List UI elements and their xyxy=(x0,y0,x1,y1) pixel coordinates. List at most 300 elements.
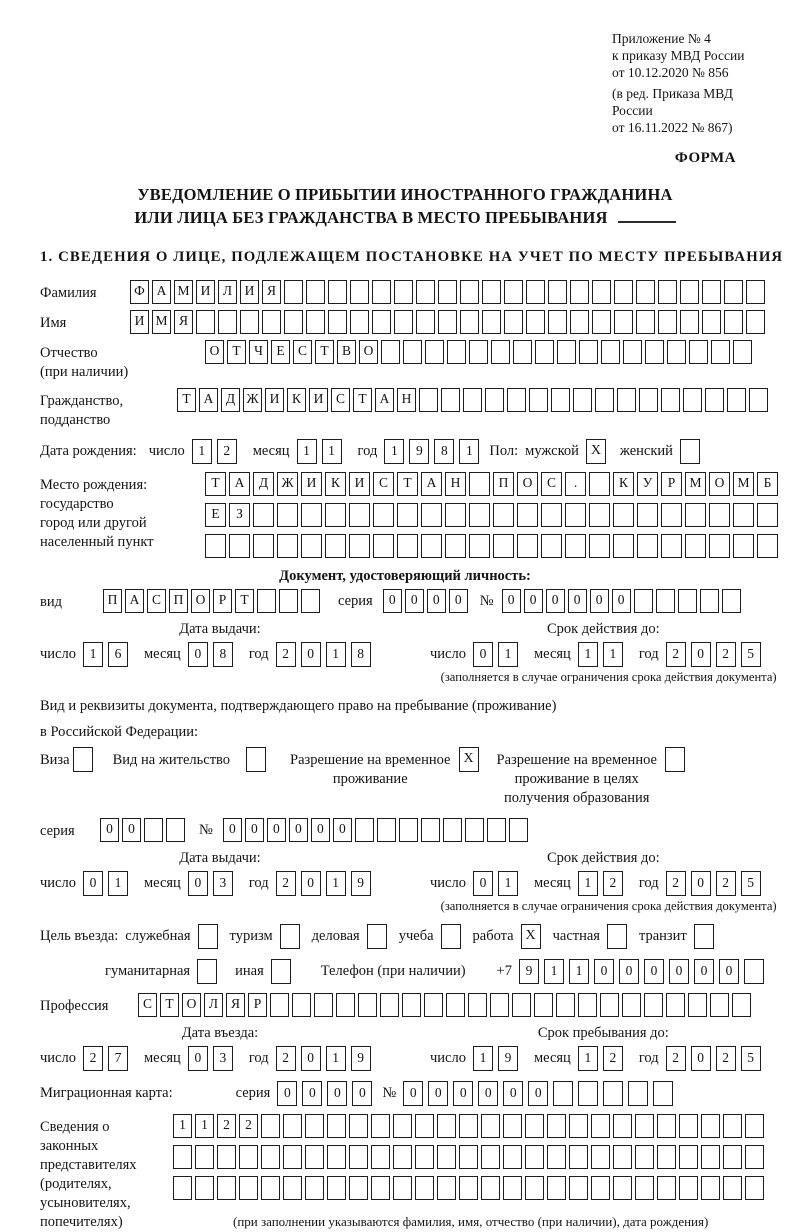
char-cell[interactable] xyxy=(397,503,418,527)
char-cell[interactable]: А xyxy=(375,388,394,412)
char-cell[interactable]: П xyxy=(493,472,514,496)
phone-cells[interactable] xyxy=(519,959,764,984)
char-cell[interactable] xyxy=(261,1114,280,1138)
given-name-cells[interactable] xyxy=(130,310,765,334)
char-cell[interactable]: С xyxy=(331,388,350,412)
char-cell[interactable] xyxy=(421,818,440,842)
representatives-cells-row2[interactable] xyxy=(173,1145,764,1169)
char-cell[interactable] xyxy=(553,1081,573,1106)
purpose-study-checkbox[interactable] xyxy=(441,924,461,949)
char-cell[interactable]: М xyxy=(174,280,193,304)
char-cell[interactable] xyxy=(504,310,523,334)
char-cell[interactable] xyxy=(415,1145,434,1169)
char-cell[interactable]: Т xyxy=(205,472,226,496)
char-cell[interactable] xyxy=(437,1145,456,1169)
stay-month-cells[interactable] xyxy=(578,1046,623,1071)
char-cell[interactable]: Б xyxy=(757,472,778,496)
char-cell[interactable] xyxy=(565,503,586,527)
char-cell[interactable] xyxy=(336,993,355,1017)
char-cell[interactable]: А xyxy=(125,589,144,613)
char-cell[interactable] xyxy=(446,993,465,1017)
char-cell[interactable] xyxy=(485,388,504,412)
char-cell[interactable] xyxy=(613,534,634,558)
char-cell[interactable] xyxy=(723,1114,742,1138)
char-cell[interactable]: 0 xyxy=(594,959,614,984)
char-cell[interactable]: 1 xyxy=(195,1114,214,1138)
char-cell[interactable] xyxy=(403,340,422,364)
char-cell[interactable]: С xyxy=(138,993,157,1017)
char-cell[interactable]: 0 xyxy=(669,959,689,984)
char-cell[interactable] xyxy=(327,1114,346,1138)
char-cell[interactable]: И xyxy=(309,388,328,412)
char-cell[interactable] xyxy=(253,503,274,527)
char-cell[interactable] xyxy=(733,534,754,558)
char-cell[interactable]: 9 xyxy=(519,959,539,984)
char-cell[interactable] xyxy=(305,1176,324,1200)
char-cell[interactable]: Е xyxy=(205,503,226,527)
char-cell[interactable]: А xyxy=(199,388,218,412)
temp-permit-checkbox[interactable]: X xyxy=(459,747,479,772)
char-cell[interactable] xyxy=(469,534,490,558)
char-cell[interactable] xyxy=(578,1081,598,1106)
purpose-private-checkbox[interactable] xyxy=(607,924,627,949)
char-cell[interactable]: Р xyxy=(213,589,232,613)
char-cell[interactable] xyxy=(569,1145,588,1169)
char-cell[interactable] xyxy=(683,388,702,412)
char-cell[interactable]: М xyxy=(685,472,706,496)
char-cell[interactable]: 9 xyxy=(409,439,429,464)
char-cell[interactable]: Ф xyxy=(130,280,149,304)
char-cell[interactable] xyxy=(723,1176,742,1200)
char-cell[interactable] xyxy=(239,1145,258,1169)
char-cell[interactable] xyxy=(589,534,610,558)
char-cell[interactable] xyxy=(218,310,237,334)
char-cell[interactable] xyxy=(355,818,374,842)
purpose-other-checkbox[interactable] xyxy=(271,959,291,984)
char-cell[interactable]: 0 xyxy=(352,1081,372,1106)
doc-series-cells[interactable] xyxy=(383,589,468,613)
char-cell[interactable]: . xyxy=(565,472,586,496)
char-cell[interactable] xyxy=(270,993,289,1017)
char-cell[interactable] xyxy=(679,1176,698,1200)
char-cell[interactable] xyxy=(284,310,303,334)
char-cell[interactable] xyxy=(661,388,680,412)
char-cell[interactable] xyxy=(749,388,768,412)
char-cell[interactable] xyxy=(301,503,322,527)
char-cell[interactable]: О xyxy=(359,340,378,364)
char-cell[interactable] xyxy=(701,1176,720,1200)
char-cell[interactable] xyxy=(469,340,488,364)
char-cell[interactable] xyxy=(637,503,658,527)
char-cell[interactable] xyxy=(644,993,663,1017)
char-cell[interactable] xyxy=(277,503,298,527)
doc-kind-cells[interactable] xyxy=(103,589,320,613)
char-cell[interactable] xyxy=(325,534,346,558)
char-cell[interactable]: Я xyxy=(262,280,281,304)
residence-issue-month-cells[interactable] xyxy=(188,871,233,896)
char-cell[interactable] xyxy=(460,280,479,304)
char-cell[interactable] xyxy=(305,1114,324,1138)
representatives-cells-row3[interactable] xyxy=(173,1176,764,1200)
char-cell[interactable]: 0 xyxy=(427,589,446,613)
char-cell[interactable] xyxy=(613,1145,632,1169)
char-cell[interactable] xyxy=(680,310,699,334)
char-cell[interactable] xyxy=(393,1114,412,1138)
char-cell[interactable] xyxy=(173,1176,192,1200)
char-cell[interactable]: 1 xyxy=(578,642,598,667)
char-cell[interactable] xyxy=(745,1145,764,1169)
char-cell[interactable] xyxy=(513,340,532,364)
char-cell[interactable] xyxy=(350,310,369,334)
char-cell[interactable] xyxy=(573,388,592,412)
char-cell[interactable]: 1 xyxy=(498,642,518,667)
char-cell[interactable]: 1 xyxy=(326,1046,346,1071)
char-cell[interactable]: 2 xyxy=(603,1046,623,1071)
char-cell[interactable] xyxy=(283,1176,302,1200)
char-cell[interactable] xyxy=(327,1145,346,1169)
char-cell[interactable]: М xyxy=(733,472,754,496)
char-cell[interactable]: 0 xyxy=(302,1081,322,1106)
patronymic-cells[interactable] xyxy=(205,340,752,364)
char-cell[interactable] xyxy=(613,1176,632,1200)
char-cell[interactable] xyxy=(526,310,545,334)
purpose-work-checkbox[interactable]: X xyxy=(521,924,541,949)
char-cell[interactable]: 0 xyxy=(502,589,521,613)
char-cell[interactable]: 0 xyxy=(453,1081,473,1106)
char-cell[interactable]: 0 xyxy=(473,871,493,896)
char-cell[interactable]: 9 xyxy=(351,1046,371,1071)
char-cell[interactable] xyxy=(371,1114,390,1138)
char-cell[interactable] xyxy=(679,1145,698,1169)
char-cell[interactable]: 1 xyxy=(603,642,623,667)
char-cell[interactable] xyxy=(445,534,466,558)
char-cell[interactable] xyxy=(349,1145,368,1169)
char-cell[interactable] xyxy=(394,280,413,304)
char-cell[interactable] xyxy=(678,589,697,613)
char-cell[interactable] xyxy=(709,534,730,558)
char-cell[interactable] xyxy=(701,1114,720,1138)
char-cell[interactable] xyxy=(349,1176,368,1200)
char-cell[interactable] xyxy=(541,534,562,558)
char-cell[interactable] xyxy=(636,280,655,304)
char-cell[interactable] xyxy=(658,280,677,304)
char-cell[interactable]: 0 xyxy=(473,642,493,667)
char-cell[interactable]: М xyxy=(152,310,171,334)
char-cell[interactable]: Л xyxy=(204,993,223,1017)
char-cell[interactable] xyxy=(613,503,634,527)
char-cell[interactable] xyxy=(217,1176,236,1200)
char-cell[interactable] xyxy=(623,340,642,364)
char-cell[interactable] xyxy=(327,1176,346,1200)
char-cell[interactable] xyxy=(504,280,523,304)
char-cell[interactable] xyxy=(700,589,719,613)
char-cell[interactable] xyxy=(277,534,298,558)
char-cell[interactable]: И xyxy=(301,472,322,496)
char-cell[interactable]: 0 xyxy=(612,589,631,613)
char-cell[interactable]: 5 xyxy=(741,642,761,667)
char-cell[interactable] xyxy=(639,388,658,412)
char-cell[interactable] xyxy=(525,1145,544,1169)
visa-checkbox[interactable] xyxy=(73,747,93,772)
entry-month-cells[interactable] xyxy=(188,1046,233,1071)
char-cell[interactable] xyxy=(757,534,778,558)
char-cell[interactable]: 3 xyxy=(213,1046,233,1071)
char-cell[interactable] xyxy=(512,993,531,1017)
birth-place-cells-row2[interactable] xyxy=(205,503,778,527)
char-cell[interactable]: 9 xyxy=(498,1046,518,1071)
char-cell[interactable] xyxy=(306,310,325,334)
char-cell[interactable] xyxy=(284,280,303,304)
char-cell[interactable] xyxy=(657,1114,676,1138)
char-cell[interactable] xyxy=(565,534,586,558)
char-cell[interactable] xyxy=(635,1176,654,1200)
char-cell[interactable] xyxy=(744,959,764,984)
char-cell[interactable]: 2 xyxy=(716,871,736,896)
char-cell[interactable]: 1 xyxy=(578,871,598,896)
char-cell[interactable]: 9 xyxy=(351,871,371,896)
char-cell[interactable]: С xyxy=(541,472,562,496)
char-cell[interactable]: 1 xyxy=(384,439,404,464)
birth-day-cells[interactable] xyxy=(192,439,237,464)
char-cell[interactable] xyxy=(526,280,545,304)
char-cell[interactable] xyxy=(614,310,633,334)
char-cell[interactable] xyxy=(292,993,311,1017)
char-cell[interactable] xyxy=(722,589,741,613)
char-cell[interactable]: О xyxy=(517,472,538,496)
char-cell[interactable]: 0 xyxy=(223,818,242,842)
char-cell[interactable] xyxy=(635,1145,654,1169)
char-cell[interactable] xyxy=(262,310,281,334)
char-cell[interactable]: 2 xyxy=(83,1046,103,1071)
char-cell[interactable] xyxy=(570,310,589,334)
purpose-tourism-checkbox[interactable] xyxy=(280,924,300,949)
char-cell[interactable]: 0 xyxy=(619,959,639,984)
char-cell[interactable]: Ж xyxy=(277,472,298,496)
char-cell[interactable] xyxy=(421,534,442,558)
char-cell[interactable] xyxy=(688,993,707,1017)
char-cell[interactable]: 0 xyxy=(301,1046,321,1071)
char-cell[interactable]: 1 xyxy=(498,871,518,896)
char-cell[interactable] xyxy=(349,503,370,527)
char-cell[interactable]: Т xyxy=(235,589,254,613)
char-cell[interactable]: О xyxy=(709,472,730,496)
char-cell[interactable]: 0 xyxy=(524,589,543,613)
char-cell[interactable] xyxy=(595,388,614,412)
char-cell[interactable] xyxy=(702,310,721,334)
char-cell[interactable]: Т xyxy=(353,388,372,412)
char-cell[interactable] xyxy=(746,280,765,304)
char-cell[interactable] xyxy=(349,534,370,558)
stay-day-cells[interactable] xyxy=(473,1046,518,1071)
sex-female-checkbox[interactable] xyxy=(680,439,700,464)
char-cell[interactable]: 1 xyxy=(83,642,103,667)
char-cell[interactable]: 0 xyxy=(449,589,468,613)
char-cell[interactable]: 1 xyxy=(108,871,128,896)
char-cell[interactable]: 2 xyxy=(716,642,736,667)
char-cell[interactable]: Н xyxy=(397,388,416,412)
residence-issue-year-cells[interactable] xyxy=(276,871,371,896)
char-cell[interactable] xyxy=(301,589,320,613)
char-cell[interactable] xyxy=(377,818,396,842)
issue-month-cells[interactable] xyxy=(188,642,233,667)
char-cell[interactable] xyxy=(653,1081,673,1106)
char-cell[interactable]: 0 xyxy=(405,589,424,613)
char-cell[interactable] xyxy=(591,1145,610,1169)
char-cell[interactable] xyxy=(465,818,484,842)
char-cell[interactable] xyxy=(371,1176,390,1200)
char-cell[interactable] xyxy=(551,388,570,412)
char-cell[interactable]: 0 xyxy=(478,1081,498,1106)
char-cell[interactable]: 1 xyxy=(326,642,346,667)
char-cell[interactable] xyxy=(592,280,611,304)
char-cell[interactable] xyxy=(416,280,435,304)
char-cell[interactable]: 0 xyxy=(289,818,308,842)
char-cell[interactable] xyxy=(702,280,721,304)
char-cell[interactable] xyxy=(517,503,538,527)
char-cell[interactable]: И xyxy=(240,280,259,304)
residence-expiry-day-cells[interactable] xyxy=(473,871,518,896)
purpose-transit-checkbox[interactable] xyxy=(694,924,714,949)
char-cell[interactable] xyxy=(622,993,641,1017)
migration-series-cells[interactable] xyxy=(277,1081,372,1106)
char-cell[interactable] xyxy=(503,1145,522,1169)
char-cell[interactable]: Т xyxy=(315,340,334,364)
char-cell[interactable] xyxy=(746,310,765,334)
issue-year-cells[interactable] xyxy=(276,642,371,667)
char-cell[interactable]: К xyxy=(287,388,306,412)
char-cell[interactable] xyxy=(657,1176,676,1200)
char-cell[interactable]: С xyxy=(293,340,312,364)
char-cell[interactable] xyxy=(635,1114,654,1138)
char-cell[interactable] xyxy=(482,280,501,304)
purpose-humanitarian-checkbox[interactable] xyxy=(197,959,217,984)
char-cell[interactable] xyxy=(685,534,706,558)
char-cell[interactable] xyxy=(689,340,708,364)
char-cell[interactable] xyxy=(592,310,611,334)
char-cell[interactable] xyxy=(415,1114,434,1138)
char-cell[interactable] xyxy=(373,503,394,527)
char-cell[interactable] xyxy=(445,503,466,527)
char-cell[interactable] xyxy=(144,818,163,842)
char-cell[interactable] xyxy=(525,1176,544,1200)
char-cell[interactable] xyxy=(425,340,444,364)
char-cell[interactable] xyxy=(447,340,466,364)
birth-place-cells-row3[interactable] xyxy=(205,534,778,558)
char-cell[interactable] xyxy=(205,534,226,558)
char-cell[interactable] xyxy=(443,818,462,842)
char-cell[interactable]: Ж xyxy=(243,388,262,412)
char-cell[interactable] xyxy=(372,280,391,304)
char-cell[interactable] xyxy=(548,280,567,304)
char-cell[interactable] xyxy=(394,310,413,334)
char-cell[interactable] xyxy=(173,1145,192,1169)
char-cell[interactable]: О xyxy=(205,340,224,364)
char-cell[interactable] xyxy=(372,310,391,334)
char-cell[interactable]: П xyxy=(169,589,188,613)
char-cell[interactable] xyxy=(421,503,442,527)
char-cell[interactable] xyxy=(229,534,250,558)
entry-day-cells[interactable] xyxy=(83,1046,128,1071)
birth-month-cells[interactable] xyxy=(297,439,342,464)
char-cell[interactable] xyxy=(600,993,619,1017)
char-cell[interactable] xyxy=(381,340,400,364)
char-cell[interactable]: Н xyxy=(445,472,466,496)
char-cell[interactable]: 1 xyxy=(578,1046,598,1071)
char-cell[interactable] xyxy=(416,310,435,334)
char-cell[interactable] xyxy=(745,1176,764,1200)
char-cell[interactable] xyxy=(613,1114,632,1138)
char-cell[interactable]: 2 xyxy=(239,1114,258,1138)
char-cell[interactable]: 0 xyxy=(528,1081,548,1106)
char-cell[interactable]: С xyxy=(373,472,394,496)
purpose-business-checkbox[interactable] xyxy=(367,924,387,949)
char-cell[interactable]: Т xyxy=(160,993,179,1017)
char-cell[interactable] xyxy=(745,1114,764,1138)
char-cell[interactable] xyxy=(634,589,653,613)
char-cell[interactable]: А xyxy=(152,280,171,304)
expiry-month-cells[interactable] xyxy=(578,642,623,667)
residence-permit-checkbox[interactable] xyxy=(246,747,266,772)
char-cell[interactable] xyxy=(548,310,567,334)
char-cell[interactable]: 1 xyxy=(192,439,212,464)
char-cell[interactable] xyxy=(460,310,479,334)
char-cell[interactable] xyxy=(579,340,598,364)
char-cell[interactable]: С xyxy=(147,589,166,613)
char-cell[interactable] xyxy=(547,1176,566,1200)
char-cell[interactable] xyxy=(301,534,322,558)
char-cell[interactable] xyxy=(397,534,418,558)
char-cell[interactable] xyxy=(402,993,421,1017)
char-cell[interactable]: Т xyxy=(227,340,246,364)
char-cell[interactable]: 1 xyxy=(297,439,317,464)
citizenship-cells[interactable] xyxy=(177,388,768,412)
char-cell[interactable]: 1 xyxy=(544,959,564,984)
char-cell[interactable]: И xyxy=(130,310,149,334)
char-cell[interactable]: 0 xyxy=(691,871,711,896)
char-cell[interactable] xyxy=(253,534,274,558)
char-cell[interactable] xyxy=(469,503,490,527)
char-cell[interactable] xyxy=(481,1145,500,1169)
char-cell[interactable]: 0 xyxy=(188,871,208,896)
residence-expiry-year-cells[interactable] xyxy=(666,871,761,896)
residence-expiry-month-cells[interactable] xyxy=(578,871,623,896)
char-cell[interactable] xyxy=(529,388,548,412)
char-cell[interactable] xyxy=(306,280,325,304)
char-cell[interactable] xyxy=(628,1081,648,1106)
char-cell[interactable] xyxy=(491,340,510,364)
char-cell[interactable]: 8 xyxy=(434,439,454,464)
char-cell[interactable]: П xyxy=(103,589,122,613)
char-cell[interactable] xyxy=(358,993,377,1017)
char-cell[interactable] xyxy=(617,388,636,412)
char-cell[interactable] xyxy=(459,1114,478,1138)
char-cell[interactable] xyxy=(547,1114,566,1138)
char-cell[interactable]: И xyxy=(196,280,215,304)
char-cell[interactable] xyxy=(482,310,501,334)
issue-day-cells[interactable] xyxy=(83,642,128,667)
expiry-year-cells[interactable] xyxy=(666,642,761,667)
char-cell[interactable] xyxy=(350,280,369,304)
char-cell[interactable] xyxy=(569,1176,588,1200)
char-cell[interactable] xyxy=(733,340,752,364)
char-cell[interactable] xyxy=(685,503,706,527)
char-cell[interactable] xyxy=(438,280,457,304)
char-cell[interactable] xyxy=(614,280,633,304)
char-cell[interactable]: 8 xyxy=(351,642,371,667)
char-cell[interactable] xyxy=(371,1145,390,1169)
char-cell[interactable] xyxy=(493,503,514,527)
char-cell[interactable] xyxy=(658,310,677,334)
